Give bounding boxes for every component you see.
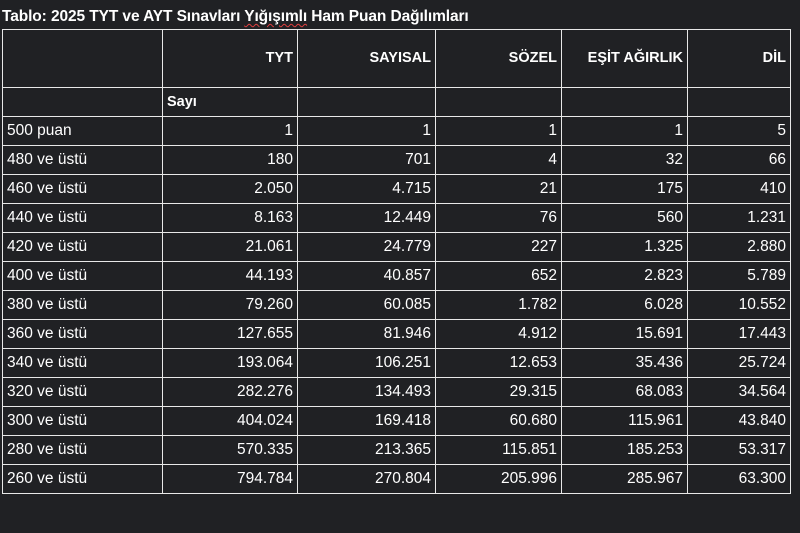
value-cell-tyt[interactable]: 44.193	[163, 262, 298, 291]
header-cell-tyt[interactable]: TYT	[163, 30, 298, 88]
value-cell-tyt[interactable]: 180	[163, 146, 298, 175]
value-cell-sozel[interactable]: 652	[436, 262, 562, 291]
value-cell-sayisal[interactable]: 24.779	[298, 233, 436, 262]
table-row	[3, 320, 791, 349]
subheader-row	[3, 88, 791, 117]
table-row	[3, 262, 791, 291]
subheader-cell-empty[interactable]	[436, 88, 562, 117]
value-cell-sayisal[interactable]: 213.365	[298, 436, 436, 465]
value-cell-sayisal[interactable]: 81.946	[298, 320, 436, 349]
table-row	[3, 233, 791, 262]
subheader-cell-label[interactable]	[3, 88, 163, 117]
subheader-cell-sayi[interactable]: Sayı	[163, 88, 298, 117]
value-cell-tyt[interactable]: 2.050	[163, 175, 298, 204]
value-cell-sozel[interactable]: 4	[436, 146, 562, 175]
row-label-cell[interactable]: 480 ve üstü	[3, 146, 163, 175]
value-cell-dil[interactable]: 43.840	[688, 407, 791, 436]
value-cell-sozel[interactable]: 1	[436, 117, 562, 146]
header-cell-sayisal[interactable]: SAYISAL	[298, 30, 436, 88]
value-cell-sayisal[interactable]: 169.418	[298, 407, 436, 436]
table-row	[3, 291, 791, 320]
row-label-cell[interactable]: 340 ve üstü	[3, 349, 163, 378]
value-cell-esit-agirlik[interactable]: 560	[562, 204, 688, 233]
spellcheck-flagged-word[interactable]: Yığışımlı	[244, 8, 308, 25]
value-cell-sayisal[interactable]: 270.804	[298, 465, 436, 494]
row-label-cell[interactable]: 360 ve üstü	[3, 320, 163, 349]
value-cell-tyt[interactable]: 193.064	[163, 349, 298, 378]
value-cell-esit-agirlik[interactable]: 2.823	[562, 262, 688, 291]
value-cell-sayisal[interactable]: 134.493	[298, 378, 436, 407]
table-row	[3, 378, 791, 407]
value-cell-sozel[interactable]: 115.851	[436, 436, 562, 465]
table-row	[3, 349, 791, 378]
row-label-cell[interactable]: 380 ve üstü	[3, 291, 163, 320]
subheader-cell-empty[interactable]	[298, 88, 436, 117]
subheader-cell-empty[interactable]	[688, 88, 791, 117]
table-row	[3, 117, 791, 146]
row-label-cell[interactable]: 320 ve üstü	[3, 378, 163, 407]
value-cell-sayisal[interactable]: 106.251	[298, 349, 436, 378]
value-cell-sayisal[interactable]: 40.857	[298, 262, 436, 291]
value-cell-esit-agirlik[interactable]: 115.961	[562, 407, 688, 436]
value-cell-esit-agirlik[interactable]: 35.436	[562, 349, 688, 378]
row-label-cell[interactable]: 300 ve üstü	[3, 407, 163, 436]
value-cell-dil[interactable]: 10.552	[688, 291, 791, 320]
row-label-cell[interactable]: 440 ve üstü	[3, 204, 163, 233]
table-row	[3, 204, 791, 233]
value-cell-sozel[interactable]: 76	[436, 204, 562, 233]
value-cell-sayisal[interactable]: 12.449	[298, 204, 436, 233]
value-cell-sozel[interactable]: 4.912	[436, 320, 562, 349]
row-label-cell[interactable]: 280 ve üstü	[3, 436, 163, 465]
value-cell-tyt[interactable]: 794.784	[163, 465, 298, 494]
value-cell-esit-agirlik[interactable]: 32	[562, 146, 688, 175]
table-title-prefix: Tablo: 2025 TYT ve AYT Sınavları	[2, 8, 245, 25]
table-row	[3, 146, 791, 175]
value-cell-sozel[interactable]: 60.680	[436, 407, 562, 436]
row-label-cell[interactable]: 500 puan	[3, 117, 163, 146]
value-cell-dil[interactable]: 34.564	[688, 378, 791, 407]
value-cell-tyt[interactable]: 570.335	[163, 436, 298, 465]
value-cell-tyt[interactable]: 282.276	[163, 378, 298, 407]
value-cell-esit-agirlik[interactable]: 1.325	[562, 233, 688, 262]
value-cell-dil[interactable]: 5	[688, 117, 791, 146]
value-cell-sayisal[interactable]: 4.715	[298, 175, 436, 204]
value-cell-dil[interactable]: 63.300	[688, 465, 791, 494]
table-row	[3, 407, 791, 436]
value-cell-sayisal[interactable]: 701	[298, 146, 436, 175]
value-cell-tyt[interactable]: 21.061	[163, 233, 298, 262]
value-cell-dil[interactable]: 410	[688, 175, 791, 204]
value-cell-dil[interactable]: 5.789	[688, 262, 791, 291]
value-cell-dil[interactable]: 25.724	[688, 349, 791, 378]
value-cell-tyt[interactable]: 8.163	[163, 204, 298, 233]
value-cell-dil[interactable]: 2.880	[688, 233, 791, 262]
header-cell-sozel[interactable]: SÖZEL	[436, 30, 562, 88]
header-cell-esit-agirlik[interactable]: EŞİT AĞIRLIK	[562, 30, 688, 88]
table-title	[2, 8, 469, 26]
table-row	[3, 436, 791, 465]
value-cell-tyt[interactable]: 404.024	[163, 407, 298, 436]
value-cell-esit-agirlik[interactable]: 1	[562, 117, 688, 146]
value-cell-dil[interactable]: 1.231	[688, 204, 791, 233]
value-cell-esit-agirlik[interactable]: 285.967	[562, 465, 688, 494]
table-row	[3, 465, 791, 494]
value-cell-tyt[interactable]: 1	[163, 117, 298, 146]
value-cell-esit-agirlik[interactable]: 15.691	[562, 320, 688, 349]
value-cell-tyt[interactable]: 127.655	[163, 320, 298, 349]
subheader-cell-empty[interactable]	[562, 88, 688, 117]
value-cell-dil[interactable]: 17.443	[688, 320, 791, 349]
row-label-cell[interactable]: 420 ve üstü	[3, 233, 163, 262]
value-cell-dil[interactable]: 53.317	[688, 436, 791, 465]
value-cell-dil[interactable]: 66	[688, 146, 791, 175]
value-cell-sozel[interactable]: 1.782	[436, 291, 562, 320]
value-cell-esit-agirlik[interactable]: 68.083	[562, 378, 688, 407]
row-label-cell[interactable]: 260 ve üstü	[3, 465, 163, 494]
table-row	[3, 175, 791, 204]
value-cell-esit-agirlik[interactable]: 6.028	[562, 291, 688, 320]
header-row	[3, 30, 791, 88]
score-distribution-table	[2, 29, 791, 494]
value-cell-esit-agirlik[interactable]: 175	[562, 175, 688, 204]
row-label-cell[interactable]: 400 ve üstü	[3, 262, 163, 291]
header-cell-empty[interactable]	[3, 30, 163, 88]
value-cell-sayisal[interactable]: 60.085	[298, 291, 436, 320]
value-cell-sozel[interactable]: 227	[436, 233, 562, 262]
table-title-suffix: Ham Puan Dağılımları	[307, 8, 469, 25]
value-cell-sozel[interactable]: 21	[436, 175, 562, 204]
header-cell-dil[interactable]: DİL	[688, 30, 791, 88]
value-cell-sozel[interactable]: 12.653	[436, 349, 562, 378]
value-cell-sozel[interactable]: 205.996	[436, 465, 562, 494]
value-cell-sozel[interactable]: 29.315	[436, 378, 562, 407]
value-cell-sayisal[interactable]: 1	[298, 117, 436, 146]
row-label-cell[interactable]: 460 ve üstü	[3, 175, 163, 204]
value-cell-esit-agirlik[interactable]: 185.253	[562, 436, 688, 465]
value-cell-tyt[interactable]: 79.260	[163, 291, 298, 320]
